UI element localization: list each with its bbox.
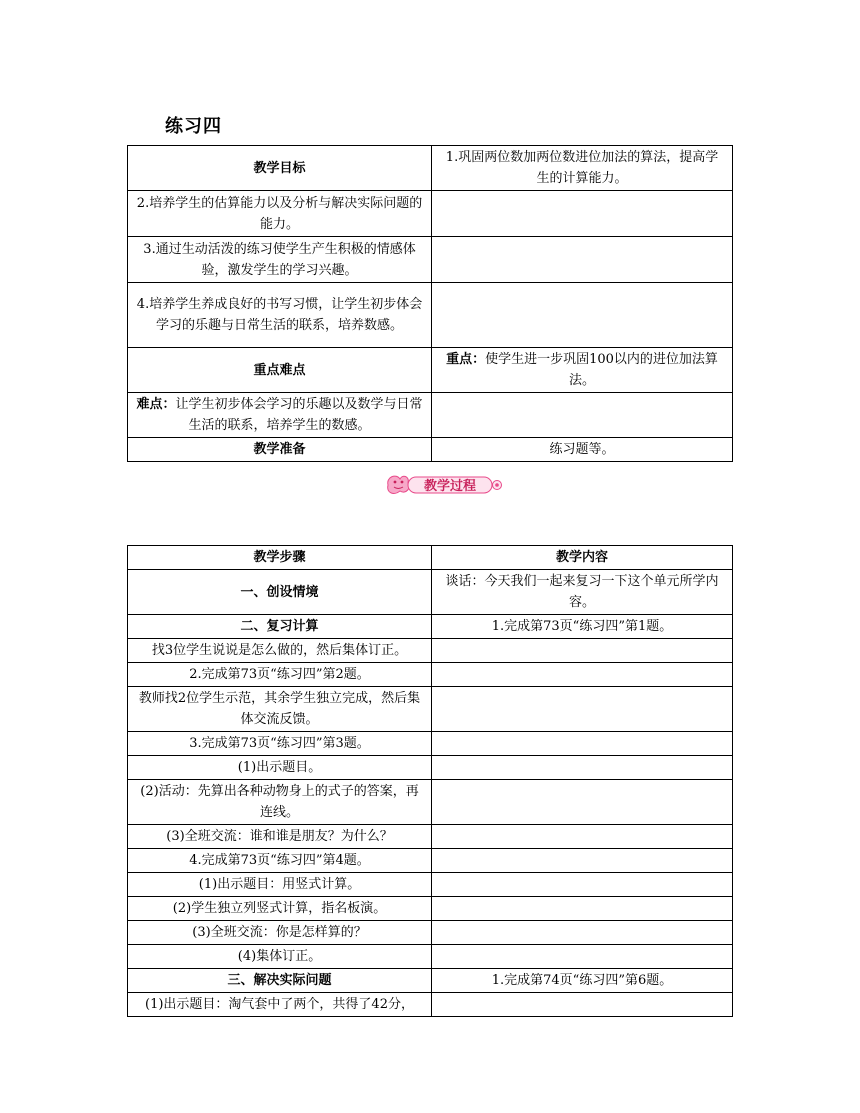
table-cell: [432, 663, 733, 687]
preparation-heading: 教学准备: [128, 438, 432, 462]
table-cell: 1.完成第74页“练习四”第6题。: [432, 969, 733, 993]
table-cell: [432, 393, 733, 438]
table-cell: 找3位学生说说是怎么做的，然后集体订正。: [128, 639, 432, 663]
table-cell: [432, 873, 733, 897]
table-cell: [432, 191, 733, 237]
table-row: [128, 849, 733, 873]
table-cell: (4)集体订正。: [128, 945, 432, 969]
table-cell: 4.完成第73页“练习四”第4题。: [128, 849, 432, 873]
page-title: 练习四: [165, 116, 222, 137]
lead-label: 重点：: [446, 352, 486, 367]
table-cell: (2)学生独立列竖式计算，指名板演。: [128, 897, 432, 921]
table-cell: 1.巩固两位数加两位数进位加法的算法，提高学生的计算能力。: [432, 146, 733, 191]
table-row: [128, 615, 733, 639]
table-cell: [432, 756, 733, 780]
table-row: [128, 897, 733, 921]
table-row: [128, 969, 733, 993]
table-row: [128, 732, 733, 756]
table-cell: [432, 348, 733, 393]
table-cell: (2)活动：先算出各种动物身上的式子的答案，再连线。: [128, 780, 432, 825]
table-row: [128, 993, 733, 1017]
table-cell: [432, 732, 733, 756]
banner-graphic: [384, 471, 504, 497]
table-header-row: [128, 546, 733, 570]
table-cell: [432, 921, 733, 945]
teaching-process-table: [127, 545, 733, 1017]
table-cell: (3)全班交流：你是怎样算的？: [128, 921, 432, 945]
table-cell: (1)出示题目：用竖式计算。: [128, 873, 432, 897]
table-row: [128, 873, 733, 897]
table-row: [128, 191, 733, 237]
table-cell: 3.完成第73页“练习四”第3题。: [128, 732, 432, 756]
table-row: [128, 283, 733, 348]
table-row: [128, 945, 733, 969]
table-cell: 4.培养学生养成良好的书写习惯，让学生初步体会学习的乐趣与日常生活的联系，培养数感。: [128, 283, 432, 348]
table-row: [128, 663, 733, 687]
table-cell: (3)全班交流：谁和谁是朋友？为什么？: [128, 825, 432, 849]
table-cell: (1)出示题目：淘气套中了两个，共得了42分，: [128, 993, 432, 1017]
banner-label: 教学过程: [423, 479, 477, 494]
key-points-heading: 重点难点: [128, 348, 432, 393]
table-row: [128, 639, 733, 663]
section-heading: 二、复习计算: [128, 615, 432, 639]
table-cell: [432, 945, 733, 969]
table-cell: [432, 687, 733, 732]
section-heading: 三、解决实际问题: [128, 969, 432, 993]
table-cell: 2.培养学生的估算能力以及分析与解决实际问题的能力。: [128, 191, 432, 237]
table-row: [128, 780, 733, 825]
table-cell: [432, 825, 733, 849]
lesson-info-table: [127, 145, 733, 462]
lead-label: 难点：: [136, 397, 176, 412]
column-header-steps: 教学步骤: [128, 546, 432, 570]
table-cell: [128, 393, 432, 438]
table-row: [128, 921, 733, 945]
cell-text: 使学生进一步巩固100以内的进位加法算法。: [485, 352, 718, 388]
table-cell: [432, 237, 733, 283]
objectives-heading: 教学目标: [128, 146, 432, 191]
table-cell: [432, 993, 733, 1017]
table-cell: [432, 283, 733, 348]
table-cell: 教师找2位学生示范，其余学生独立完成，然后集体交流反馈。: [128, 687, 432, 732]
table-cell: [432, 780, 733, 825]
column-header-content: 教学内容: [432, 546, 733, 570]
table-cell: 2.完成第73页“练习四”第2题。: [128, 663, 432, 687]
table-row: [128, 146, 733, 191]
table-row: [128, 348, 733, 393]
table-row: [128, 438, 733, 462]
table-row: [128, 687, 733, 732]
table-cell: 谈话：今天我们一起来复习一下这个单元所学内容。: [432, 570, 733, 615]
table-cell: (1)出示题目。: [128, 756, 432, 780]
table-cell: [432, 639, 733, 663]
table-row: [128, 825, 733, 849]
cell-text: 让学生初步体会学习的乐趣以及数学与日常生活的联系，培养学生的数感。: [175, 397, 423, 433]
table-cell: [432, 897, 733, 921]
teaching-process-banner: [384, 471, 504, 497]
table-cell: 3.通过生动活泼的练习使学生产生积极的情感体验，激发学生的学习兴趣。: [128, 237, 432, 283]
table-row: [128, 756, 733, 780]
table-row: [128, 393, 733, 438]
table-row: [128, 570, 733, 615]
table-cell: 练习题等。: [432, 438, 733, 462]
table-cell: [432, 849, 733, 873]
table-cell: 1.完成第73页“练习四”第1题。: [432, 615, 733, 639]
section-heading: 一、创设情境: [128, 570, 432, 615]
table-row: [128, 237, 733, 283]
